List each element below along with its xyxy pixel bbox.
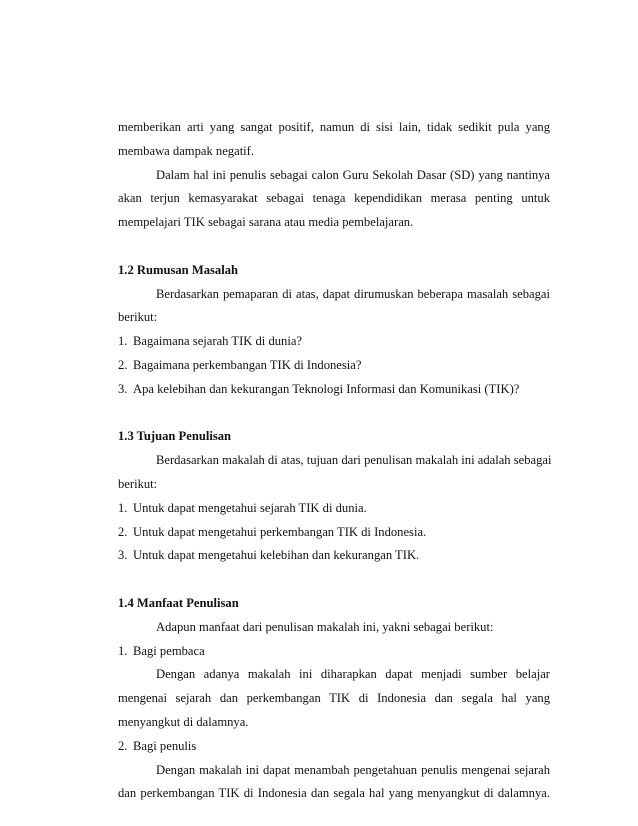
intro-line: akan terjun kemasyarakat sebagai tenaga kependidikan merasa penting untuk [118,191,550,206]
list-text: Bagaimana sejarah TIK di dunia? [133,334,303,349]
spacer [118,402,550,426]
paragraph-line: mengenai sejarah dan perkembangan TIK di Indonesia dan segala hal yang [118,691,550,706]
spacer [118,235,550,259]
spacer [118,568,550,592]
list-item [118,544,550,568]
list-text: Bagaimana perkembangan TIK di Indonesia? [133,357,362,372]
list-text: Untuk dapat mengetahui perkembangan TIK di Indonesia. [133,524,427,539]
list-item [118,497,550,521]
list-number: 1. [118,500,128,515]
heading-rumusan-masalah: 1.2 Rumusan Masalah [118,262,239,277]
list-number: 1. [118,334,128,349]
paragraph-line: menyangkut di dalamnya. [118,714,249,729]
list-item [118,354,550,378]
list-number: 1. [118,643,128,658]
list-text: Untuk dapat mengetahui kelebihan dan kekurangan TIK. [133,548,420,563]
list-number: 2. [118,524,128,539]
list-number: 2. [118,738,128,753]
paragraph-line: dan perkembangan TIK di Indonesia dan segala hal yang menyangkut di dalamnya. [118,786,550,801]
intro-line: memberikan arti yang sangat positif, namun di sisi lain, tidak sedikit pula yang [118,120,550,134]
paragraph-line: berikut: [118,476,158,491]
list-item [118,735,550,759]
list-number: 3. [118,381,128,396]
paragraph-line: berikut: [118,310,158,325]
list-item [118,521,550,545]
intro-line: membawa dampak negatif. [118,143,255,158]
list-text: Bagi pembaca [133,643,205,658]
heading-manfaat-penulisan: 1.4 Manfaat Penulisan [118,595,239,610]
list-item [118,640,550,664]
heading-tujuan-penulisan: 1.3 Tujuan Penulisan [118,429,232,444]
paragraph-line: Dengan makalah ini dapat menambah pengetahuan penulis mengenai sejarah [156,762,550,777]
list-number: 2. [118,357,128,372]
list-text: Apa kelebihan dan kekurangan Teknologi Informasi dan Komunikasi (TIK)? [133,381,520,396]
intro-line: mempelajari TIK sebagai sarana atau media pembelajaran. [118,215,414,230]
intro-line: Dalam hal ini penulis sebagai calon Guru Sekolah Dasar (SD) yang nantinya [156,167,550,182]
list-text: Untuk dapat mengetahui sejarah TIK di dunia. [133,500,367,515]
paragraph-line: Berdasarkan pemaparan di atas, dapat dirumuskan beberapa masalah sebagai [156,286,550,301]
page-content [118,116,550,806]
paragraph-line: Berdasarkan makalah di atas, tujuan dari penulisan makalah ini adalah sebagai [156,453,552,468]
list-item [118,378,550,402]
list-number: 3. [118,548,128,563]
list-item [118,330,550,354]
paragraph-line: Dengan adanya makalah ini diharapkan dapat menjadi sumber belajar [156,667,550,682]
list-text: Bagi penulis [133,738,197,753]
paragraph-line: Adapun manfaat dari penulisan makalah ini, yakni sebagai berikut: [156,619,494,634]
